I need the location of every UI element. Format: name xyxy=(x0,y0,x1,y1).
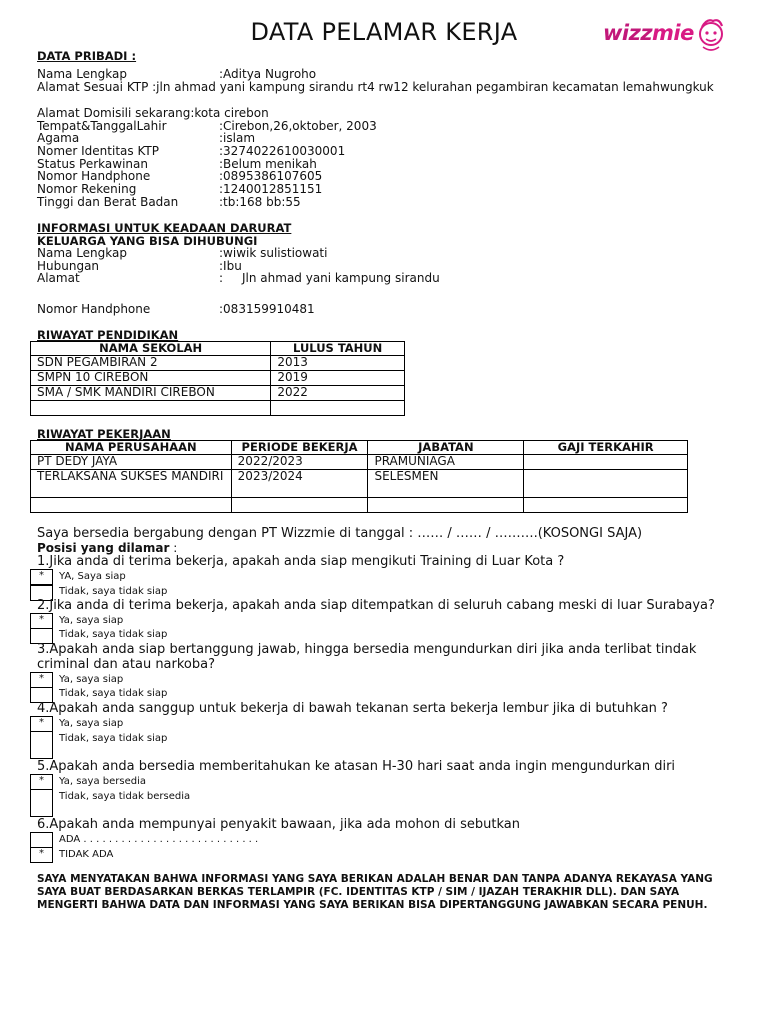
field-value: :Cirebon,26,oktober, 2003 xyxy=(219,119,377,133)
body-row xyxy=(37,196,737,209)
q3-yes-checkbox[interactable]: * xyxy=(30,672,53,688)
q2-yes-label: Ya, saya siap xyxy=(59,615,124,626)
education-table xyxy=(30,341,405,416)
field-value: :3274022610030001 xyxy=(219,144,346,158)
column-header: JABATAN xyxy=(368,441,524,455)
question-4: 4.Apakah anda sanggup untuk bekerja di bawah tekanan serta bekerja lembur jika di butuhkan ? xyxy=(37,701,668,716)
table-cell: PRAMUNIAGA xyxy=(368,455,524,470)
table-cell: 2022/2023 xyxy=(231,455,368,470)
field-value: :wiwik sulistiowati xyxy=(219,246,328,260)
table-cell: SMPN 10 CIREBON xyxy=(31,371,271,386)
declaration-statement: SAYA MENYATAKAN BAHWA INFORMASI YANG SAYA BERIKAN ADALAH BENAR DAN TANPA ADANYA REKAYASA YANG SAYA BUAT BERDASARKAN BERKAS TERLAMPIR (FC. IDENTITAS KTP / SIM / IJAZAH TERAKHIR DLL). DAN SAYA MENGERTI BAHWA DATA DAN INFORMASI YANG SAYA BERIKAN BISA DIPERTANGGUNG JAWABKAN SECARA PENUH. xyxy=(37,873,713,911)
field-label: Nama Lengkap xyxy=(37,67,127,81)
q6-no-label: TIDAK ADA xyxy=(59,849,114,860)
field-label: Hubungan xyxy=(37,259,100,273)
field-label: Nomer Identitas KTP xyxy=(37,144,159,158)
table-row xyxy=(31,498,688,513)
q6-yes-checkbox[interactable] xyxy=(30,832,53,848)
table-cell: PT DEDY JAYA xyxy=(31,455,232,470)
q2-yes-checkbox[interactable]: * xyxy=(30,613,53,629)
field-label: Agama xyxy=(37,131,80,145)
column-header: PERIODE BEKERJA xyxy=(231,441,368,455)
field-label: Status Perkawinan xyxy=(37,157,148,171)
field-value: :Belum menikah xyxy=(219,157,317,171)
q1-yes-label: YA, Saya siap xyxy=(59,571,126,582)
table-cell: SELESMEN xyxy=(368,470,524,498)
emergency-address-row xyxy=(37,272,737,285)
column-header: NAMA SEKOLAH xyxy=(31,342,271,356)
q1-yes-checkbox[interactable]: * xyxy=(30,569,53,585)
field-value: :0895386107605 xyxy=(219,169,323,183)
q3-no-label: Tidak, saya tidak siap xyxy=(59,688,168,699)
q4-no-checkbox[interactable] xyxy=(30,731,53,759)
table-cell: TERLAKSANA SUKSES MANDIRI xyxy=(31,470,232,498)
table-row xyxy=(31,356,405,371)
question-2: 2.Jika anda di terima bekerja, apakah anda siap ditempatkan di seluruh cabang meski di luar Surabaya? xyxy=(37,598,715,613)
table-header-row xyxy=(31,441,688,455)
column-header: NAMA PERUSAHAAN xyxy=(31,441,232,455)
table-cell: 2019 xyxy=(271,371,405,386)
wizzmie-logo: wizzmie xyxy=(603,17,728,59)
emergency-heading: INFORMASI UNTUK KEADAAN DARURAT xyxy=(37,221,292,235)
field-label: Nomor Handphone xyxy=(37,169,151,183)
personal-heading: DATA PRIBADI : xyxy=(37,49,137,63)
table-cell: 2023/2024 xyxy=(231,470,368,498)
table-row xyxy=(31,455,688,470)
table-cell xyxy=(524,455,688,470)
field-value: :083159910481 xyxy=(219,302,315,316)
table-cell xyxy=(271,401,405,416)
field-label: Nomor Rekening xyxy=(37,182,137,196)
field-label: Nomor Handphone xyxy=(37,302,151,316)
join-date-text: Saya bersedia bergabung dengan PT Wizzmie di tanggal : …… / …… / ……….(KOSONGI SAJA) xyxy=(37,526,643,541)
column-header: LULUS TAHUN xyxy=(271,342,405,356)
education-heading: RIWAYAT PENDIDIKAN xyxy=(37,328,179,342)
table-row xyxy=(31,470,688,498)
question-1: 1.Jika anda di terima bekerja, apakah anda siap mengikuti Training di Luar Kota ? xyxy=(37,554,565,569)
field-colon: : xyxy=(219,271,224,285)
question-6: 6.Apakah anda mempunyai penyakit bawaan, jika ada mohon di sebutkan xyxy=(37,817,520,832)
work-heading: RIWAYAT PEKERJAAN xyxy=(37,427,171,441)
table-cell: SDN PEGAMBIRAN 2 xyxy=(31,356,271,371)
field-label: Nama Lengkap xyxy=(37,246,127,260)
table-cell: 2022 xyxy=(271,386,405,401)
q5-no-checkbox[interactable] xyxy=(30,789,53,817)
table-cell xyxy=(231,498,368,513)
q2-no-label: Tidak, saya tidak siap xyxy=(59,629,168,640)
table-cell xyxy=(524,498,688,513)
q1-no-label: Tidak, saya tidak siap xyxy=(59,586,168,597)
position-label: Posisi yang dilamar xyxy=(37,541,170,555)
emergency-name-row xyxy=(37,247,737,260)
position-line xyxy=(37,541,177,555)
q4-yes-checkbox[interactable]: * xyxy=(30,716,53,732)
field-value: Jln ahmad yani kampung sirandu xyxy=(242,271,440,285)
table-cell: SMA / SMK MANDIRI CIREBON xyxy=(31,386,271,401)
table-cell xyxy=(524,470,688,498)
table-header-row xyxy=(31,342,405,356)
q4-yes-label: Ya, saya siap xyxy=(59,718,124,729)
q5-yes-label: Ya, saya bersedia xyxy=(59,776,147,787)
emergency-subheading: KELUARGA YANG BISA DIHUBUNGI xyxy=(37,234,258,248)
mascot-icon xyxy=(695,17,727,55)
question-5: 5.Apakah anda bersedia memberitahukan ke atasan H-30 hari saat anda ingin mengundurkan diri xyxy=(37,759,676,774)
q4-no-label: Tidak, saya tidak siap xyxy=(59,733,168,744)
field-value: :Aditya Nugroho xyxy=(219,67,317,81)
table-cell xyxy=(31,498,232,513)
domicile-row: Alamat Domisili sekarang:kota cirebon xyxy=(37,106,269,120)
q3-yes-label: Ya, saya siap xyxy=(59,674,124,685)
q6-no-checkbox[interactable]: * xyxy=(30,847,53,863)
field-value: :islam xyxy=(219,131,256,145)
field-label: Alamat xyxy=(37,271,80,285)
table-row xyxy=(31,401,405,416)
q6-yes-label: ADA . . . . . . . . . . . . . . . . . . . . . . . . . . . . xyxy=(59,834,259,845)
ktp-address: Alamat Sesuai KTP :jln ahmad yani kampung sirandu rt4 rw12 kelurahan pegambiran kecamatan lemahwungkuk xyxy=(37,80,714,94)
table-cell xyxy=(368,498,524,513)
page-title: DATA PELAMAR KERJA xyxy=(250,18,518,46)
table-cell xyxy=(31,401,271,416)
emergency-phone-row xyxy=(37,303,737,316)
question-3: 3.Apakah anda siap bertanggung jawab, hingga bersedia mengundurkan diri jika anda terlibat tindak criminal dan atau narkoba? xyxy=(37,642,697,672)
work-table xyxy=(30,440,688,513)
q5-yes-checkbox[interactable]: * xyxy=(30,774,53,790)
table-row xyxy=(31,386,405,401)
position-colon: : xyxy=(169,541,178,555)
field-value: :Ibu xyxy=(219,259,242,273)
phone-row xyxy=(37,170,737,183)
field-label: Tinggi dan Berat Badan xyxy=(37,195,179,209)
field-label: Tempat&TanggalLahir xyxy=(37,119,167,133)
field-value: :1240012851151 xyxy=(219,182,323,196)
table-cell: 2013 xyxy=(271,356,405,371)
column-header: GAJI TERKAHIR xyxy=(524,441,688,455)
field-value: :tb:168 bb:55 xyxy=(219,195,301,209)
table-row xyxy=(31,371,405,386)
q5-no-label: Tidak, saya tidak bersedia xyxy=(59,791,191,802)
